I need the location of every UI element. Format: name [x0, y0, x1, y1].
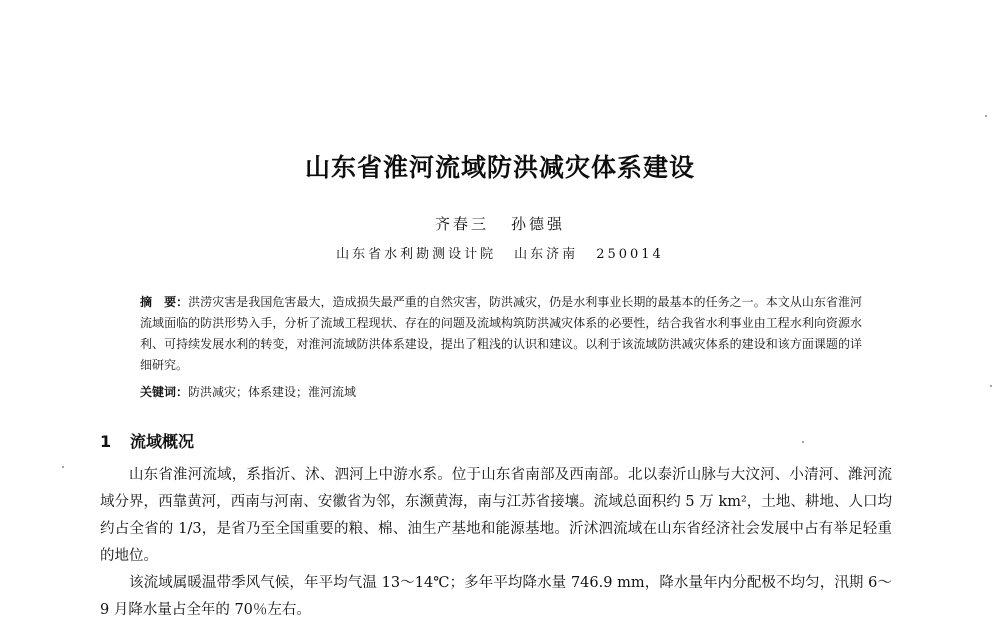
abstract-text: 洪涝灾害是我国危害最大，造成损失最严重的自然灾害，防洪减灾，仍是水利事业长期的最基本的任务之一。本文从山东省淮河流域面临的防洪形势入手，分析了流域工程现状、存在的问题及流域构筑防洪减灾体系的必要性，结合我省水利事业由工程水利向资源水利、可持续发展水利的转变，对淮河流域防洪体系建设，提出了粗浅的认识和建议。以利于该流域防洪减灾体系的建设和该方面课题的详细研究。: [140, 295, 862, 372]
section-title: 流域概况: [130, 432, 195, 451]
abstract-label: 摘 要：: [140, 295, 189, 309]
affiliation-line: [0, 243, 1000, 262]
affiliation-postcode: 250014: [596, 247, 664, 262]
scan-speck: [985, 115, 987, 117]
keywords-text: 防洪减灾；体系建设；淮河流域: [188, 385, 357, 399]
scan-speck: [62, 466, 64, 468]
abstract: [140, 292, 862, 376]
keywords: [140, 382, 862, 403]
body-paragraph: 山东省淮河流域，系指沂、沭、泗河上中游水系。位于山东省南部及西南部。北以泰沂山脉与大汶河、小清河、潍河流域分界，西靠黄河，西南与河南、安徽省为邻，东濒黄海，南与江苏省接壤。流域总面积约 5 万 km²，土地、耕地、人口均约占全省的 1/3，是省乃至全国重要的粮、棉、油生产基地和能源基地。沂沭泗流域在山东省经济社会发展中占有举足轻重的地位。: [100, 467, 892, 564]
section-number: 1: [100, 432, 112, 451]
author-name: 齐春三: [434, 215, 489, 233]
body-paragraph: 该流域属暖温带季风气候，年平均气温 13～14℃；多年平均降水量 746.9 mm，降水量年内分配极不均匀，汛期 6～9 月降水量占全年的 70％左右。: [100, 575, 892, 618]
section-heading: [100, 429, 194, 452]
author-name: 孙德强: [511, 215, 566, 233]
affiliation-institute: 山东省水利勘测设计院: [336, 247, 497, 262]
keywords-label: 关键词：: [140, 385, 189, 399]
body-text: [100, 462, 892, 624]
affiliation-city: 山东济南: [514, 247, 579, 262]
scan-speck: [990, 385, 992, 387]
scan-speck: [802, 441, 804, 443]
paper-title: 山东省淮河流域防洪减灾体系建设: [304, 153, 695, 182]
author-line: [0, 213, 1000, 234]
